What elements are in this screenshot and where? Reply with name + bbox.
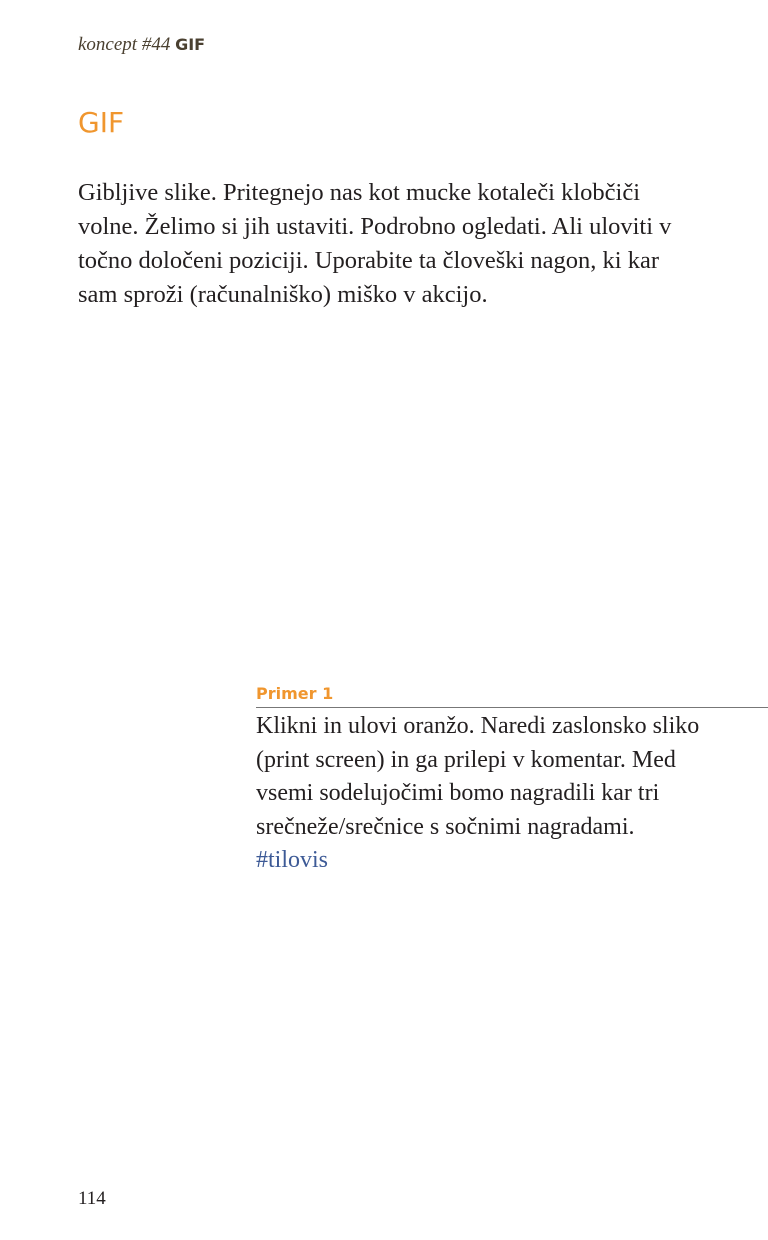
page-title: GIF bbox=[78, 106, 125, 139]
example-box bbox=[256, 682, 768, 878]
running-head-kicker: koncept #44 bbox=[78, 34, 171, 55]
intro-paragraph: Gibljive slike. Pritegnejo nas kot mucke kotaleči klobčiči volne. Želimo si jih ustaviti. Podrobno ogledati. Ali uloviti v točno določeni poziciji. Uporabite ta človeški nagon, ki kar sam sproži (računalniško) miško v akcijo. bbox=[78, 179, 672, 308]
example-label: Primer 1 bbox=[256, 682, 768, 708]
page-number: 114 bbox=[78, 1188, 106, 1209]
hashtag-link[interactable]: #tilovis bbox=[256, 847, 329, 873]
example-text bbox=[256, 710, 706, 878]
running-head bbox=[78, 32, 205, 58]
running-head-topic: GIF bbox=[175, 35, 206, 54]
example-body: Klikni in ulovi oranžo. Naredi zaslonsko sliko (print screen) in ga prilepi v komentar. Med vsemi sodelujočimi bomo nagradili kar tri srečneže/srečnice s sočnimi nagradami. bbox=[256, 713, 700, 840]
